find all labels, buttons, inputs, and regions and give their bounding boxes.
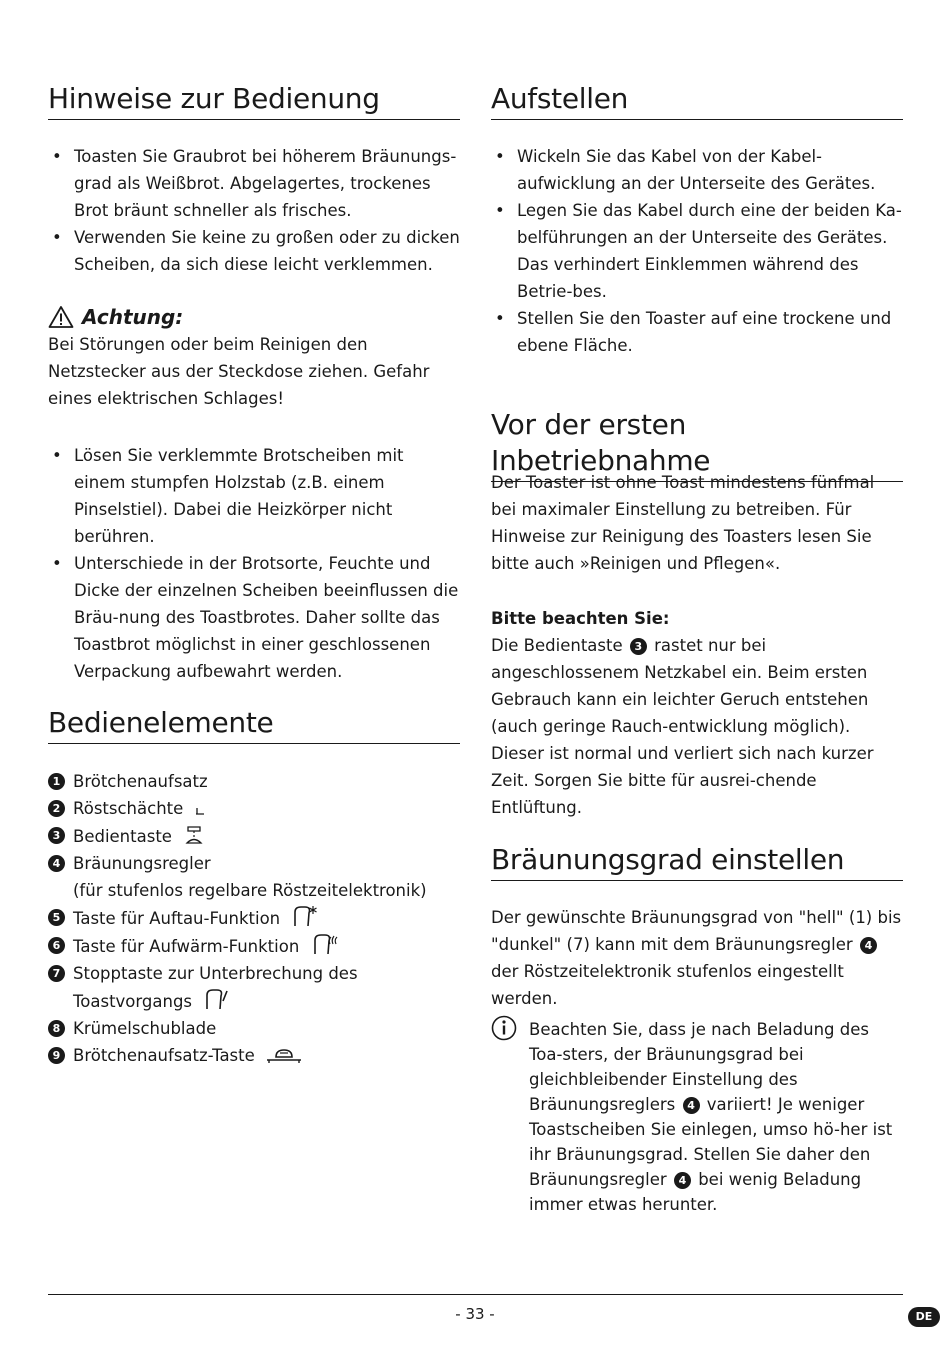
list-item: • Legen Sie das Kabel durch eine der beiden Ka-belführungen an der Unterseite des Gerätes. Das verhindert Einklemmen während des Betrie-bes. (491, 197, 903, 305)
list-item (48, 822, 460, 850)
warning-block (48, 303, 460, 412)
controls-list (48, 768, 460, 1069)
inbetrieb-text (491, 469, 903, 577)
list-item: • Toasten Sie Graubrot bei höherem Bräunungs-grad als Weißbrot. Abgelagertes, trockenes Brot bräunt schneller als frisches. (48, 143, 460, 224)
list-item (48, 768, 460, 795)
item-label: Krümelschublade (73, 1019, 217, 1038)
number-badge: 9 (48, 1047, 65, 1064)
info-text (529, 1017, 903, 1217)
heading-inbetriebnahme: Vor der ersten Inbetriebnahme (491, 407, 903, 482)
text-post: der Röstzeitelektronik stufenlos eingestellt werden. (491, 962, 844, 1008)
stop-toast-icon (203, 987, 231, 1011)
info-text-mid: variiert! Je weniger Toastscheiben Sie einlegen, umso hö-her ist ihr Bräunungsgrad. Stellen Sie daher den Bräunungsregler (529, 1095, 893, 1189)
item-label: Taste für Auftau-Funktion (73, 909, 281, 928)
list-item (48, 960, 460, 1015)
language-badge: DE (908, 1307, 940, 1327)
item-label: Bedientaste (73, 827, 172, 846)
list-item (48, 932, 460, 960)
info-icon (491, 1015, 517, 1041)
number-badge: 4 (683, 1097, 700, 1114)
list-item: • Verwenden Sie keine zu großen oder zu dicken Scheiben, da sich diese leicht verklemmen. (48, 224, 460, 278)
heading-bedienelemente: Bedienelemente (48, 705, 460, 744)
note-block (491, 605, 903, 821)
number-badge: 4 (860, 937, 877, 954)
number-badge: 6 (48, 937, 65, 954)
note-title: Bitte beachten Sie: (491, 609, 670, 628)
info-text-pre: Beachten Sie, dass je nach Beladung des Toa-sters, der Bräunungsgrad bei gleichbleibender Einstellung des Bräunungsreglers (529, 1020, 869, 1114)
note-text (491, 632, 903, 821)
list-item (48, 850, 460, 904)
number-badge: 1 (48, 773, 65, 790)
hinweise-bullets-2 (48, 442, 460, 685)
heading-hinweise: Hinweise zur Bedienung (48, 81, 460, 120)
lever-icon (183, 822, 205, 846)
warning-triangle-icon (48, 305, 74, 329)
list-item: • Stellen Sie den Toaster auf eine trockene und ebene Fläche. (491, 305, 903, 359)
text-pre: Der gewünschte Bräunungsgrad von "hell" (1) bis "dunkel" (7) kann mit dem Bräunungsregler (491, 908, 902, 954)
item-label: Stopptaste zur Unterbrechung des (73, 964, 358, 983)
info-text-post: bei wenig Beladung immer etwas herunter. (529, 1170, 862, 1214)
paragraph: Der Toaster ist ohne Toast mindestens fünfmal bei maximaler Einstellung zu betreiben. Für Hinweise zur Reinigung des Toasters lesen Sie bitte auch »Reinigen und Pflegen«. (491, 473, 875, 573)
aufstellen-bullets (491, 143, 903, 359)
note-text-post: rastet nur bei angeschlossenem Netzkabel ein. Beim ersten Gebrauch kann ein leichter Geruch entstehen (auch geringe Rauch-entwicklung möglich). Dieser ist normal und verliert sich nach kurzer Zeit. Sorgen Sie bitte für ausrei-chende Entlüftung. (491, 636, 874, 817)
braeunung-text (491, 904, 903, 1012)
defrost-toast-icon (291, 904, 319, 928)
item-label: Bräunungsregler (73, 854, 211, 873)
list-item (48, 1042, 460, 1069)
number-badge: 3 (48, 827, 65, 844)
warning-text: Bei Störungen oder beim Reinigen den Netzstecker aus der Steckdose ziehen. Gefahr eines elektrischen Schlages! (48, 335, 430, 408)
number-badge: 4 (48, 855, 65, 872)
bun-warmer-icon (266, 1045, 302, 1065)
heading-aufstellen: Aufstellen (491, 81, 903, 120)
list-item: • Unterschiede in der Brotsorte, Feuchte und Dicke der einzelnen Scheiben beeinflussen die Bräu-nung des Toastbrotes. Daher sollte das Toastbrot möglichst in einer geschlossenen Verpackung aufbewahrt werden. (48, 550, 460, 685)
number-badge: 2 (48, 800, 65, 817)
footer-divider (48, 1294, 903, 1295)
number-badge: 4 (674, 1172, 691, 1189)
info-block (491, 1017, 903, 1217)
number-badge: 5 (48, 909, 65, 926)
number-badge: 8 (48, 1020, 65, 1037)
warning-heading (48, 303, 460, 331)
heading-braeunung: Bräunungsgrad einstellen (491, 842, 903, 881)
list-item: • Lösen Sie verklemmte Brotscheiben mit einem stumpfen Holzstab (z.B. einem Pinselstiel). Dabei die Heizkörper nicht berühren. (48, 442, 460, 550)
note-text-pre: Die Bedientaste (491, 636, 623, 655)
number-badge: 3 (630, 638, 647, 655)
page-number: - 33 - (455, 1305, 495, 1323)
list-item (48, 1015, 460, 1042)
item-label: Brötchenaufsatz (73, 772, 208, 791)
item-label: Taste für Aufwärm-Funktion (73, 937, 300, 956)
item-label: Röstschächte (73, 799, 184, 818)
hinweise-bullets (48, 143, 460, 278)
toaster-slot-icon (195, 798, 205, 818)
item-sublabel: Toastvorgangs (73, 992, 193, 1011)
paragraph (491, 904, 903, 1012)
item-sublabel: (für stufenlos regelbare Röstzeitelektronik) (73, 881, 427, 900)
item-label: Brötchenaufsatz-Taste (73, 1046, 255, 1065)
number-badge: 7 (48, 965, 65, 982)
list-item (48, 795, 460, 822)
list-item (48, 904, 460, 932)
warning-title: Achtung: (82, 305, 184, 329)
list-item: • Wickeln Sie das Kabel von der Kabel-aufwicklung an der Unterseite des Gerätes. (491, 143, 903, 197)
reheat-toast-icon (311, 932, 339, 956)
